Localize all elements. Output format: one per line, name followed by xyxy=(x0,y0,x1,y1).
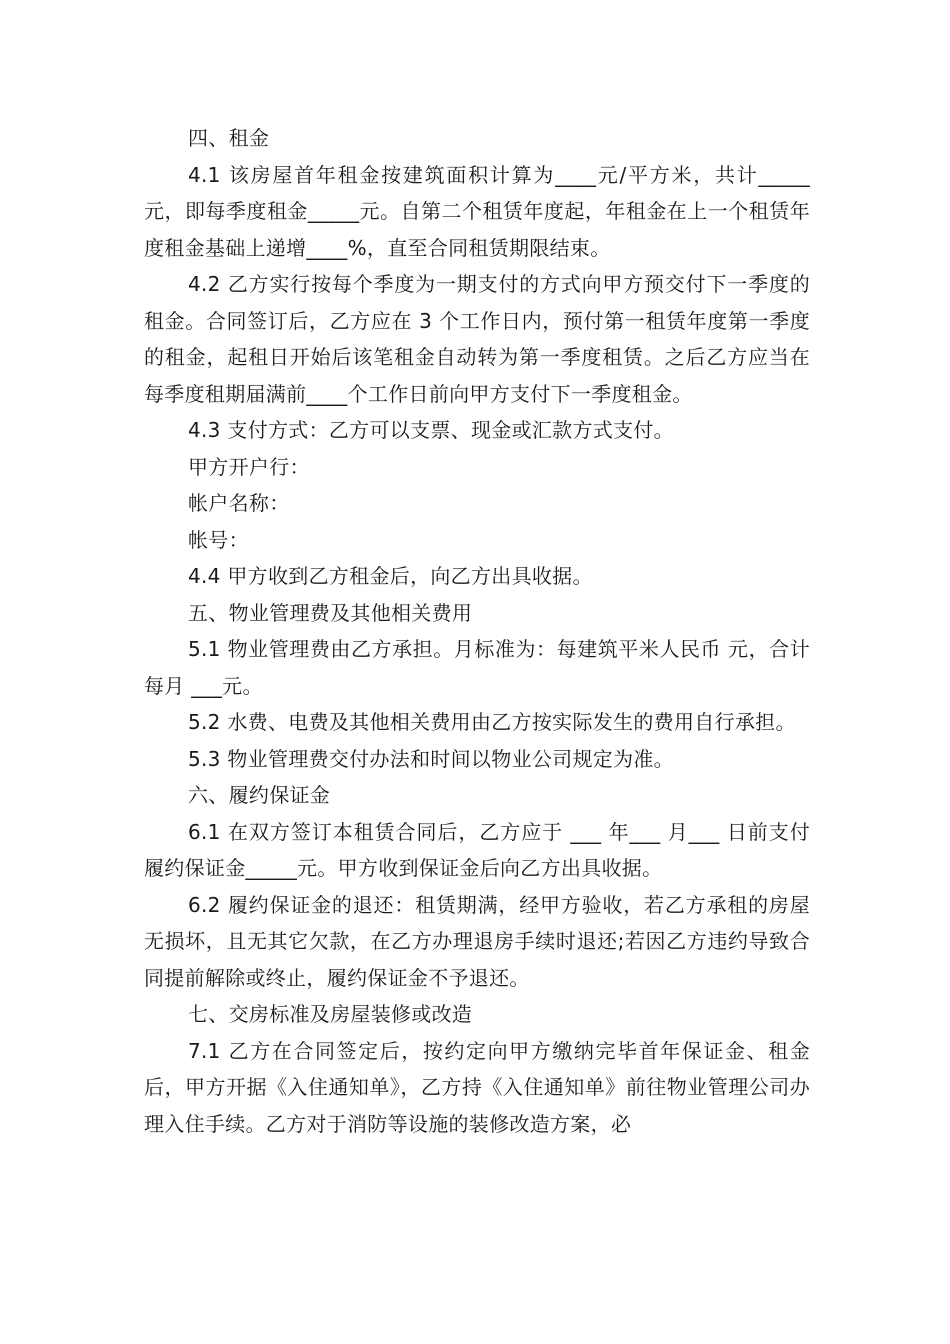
bank-name-line: 甲方开户行： xyxy=(188,454,310,479)
section-heading-deposit: 六、履约保证金 xyxy=(188,783,331,807)
document-body xyxy=(144,120,810,1142)
clause-4-2: 4.2 乙方实行按每个季度为一期支付的方式向甲方预交付下一季度的租金。合同签订后，乙方应在 3 个工作日内，预付第一租赁年度第一季度的租金，起租日开始后该笔租金自动转为第一季度租赁。之后乙方应当在每季度租期届满前____个工作日前向甲方支付下一季度租金。 xyxy=(144,272,810,406)
clause-7-1: 7.1 乙方在合同签定后，按约定向甲方缴纳完毕首年保证金、租金后，甲方开据《入住通知单》，乙方持《入住通知单》前往物业管理公司办理入住手续。乙方对于消防等设施的装修改造方案，必 xyxy=(144,1038,810,1136)
section-heading-rent: 四、租金 xyxy=(188,126,270,150)
clause-4-4: 4.4 甲方收到乙方租金后，向乙方出具收据。 xyxy=(188,564,593,588)
clause-5-1: 5.1 物业管理费由乙方承担。月标准为：每建筑平米人民币 元，合计每月 ___元。 xyxy=(144,637,810,698)
account-number-line: 帐号： xyxy=(188,527,249,552)
clause-5-2: 5.2 水费、电费及其他相关费用由乙方按实际发生的费用自行承担。 xyxy=(188,710,796,734)
section-heading-handover: 七、交房标准及房屋装修或改造 xyxy=(188,1002,473,1026)
account-name-line: 帐户名称： xyxy=(188,491,290,515)
section-heading-property-fees: 五、物业管理费及其他相关费用 xyxy=(188,600,473,625)
clause-6-2: 6.2 履约保证金的退还：租赁期满，经甲方验收，若乙方承租的房屋无损坏，且无其它欠款，在乙方办理退房手续时退还;若因乙方违约导致合同提前解除或终止，履约保证金不予退还。 xyxy=(144,892,810,990)
clause-4-3: 4.3 支付方式：乙方可以支票、现金或汇款方式支付。 xyxy=(188,418,674,442)
clause-6-1: 6.1 在双方签订本租赁合同后，乙方应于 ___ 年___ 月___ 日前支付履约保证金_____元。甲方收到保证金后向乙方出具收据。 xyxy=(144,819,810,880)
clause-5-3: 5.3 物业管理费交付办法和时间以物业公司规定为准。 xyxy=(188,746,674,771)
clause-4-1: 4.1 该房屋首年租金按建筑面积计算为____元/平方米，共计_____元，即每季度租金_____元。自第二个租赁年度起，年租金在上一个租赁年度租金基础上递增____%，直至合同租赁期限结束。 xyxy=(144,162,810,260)
